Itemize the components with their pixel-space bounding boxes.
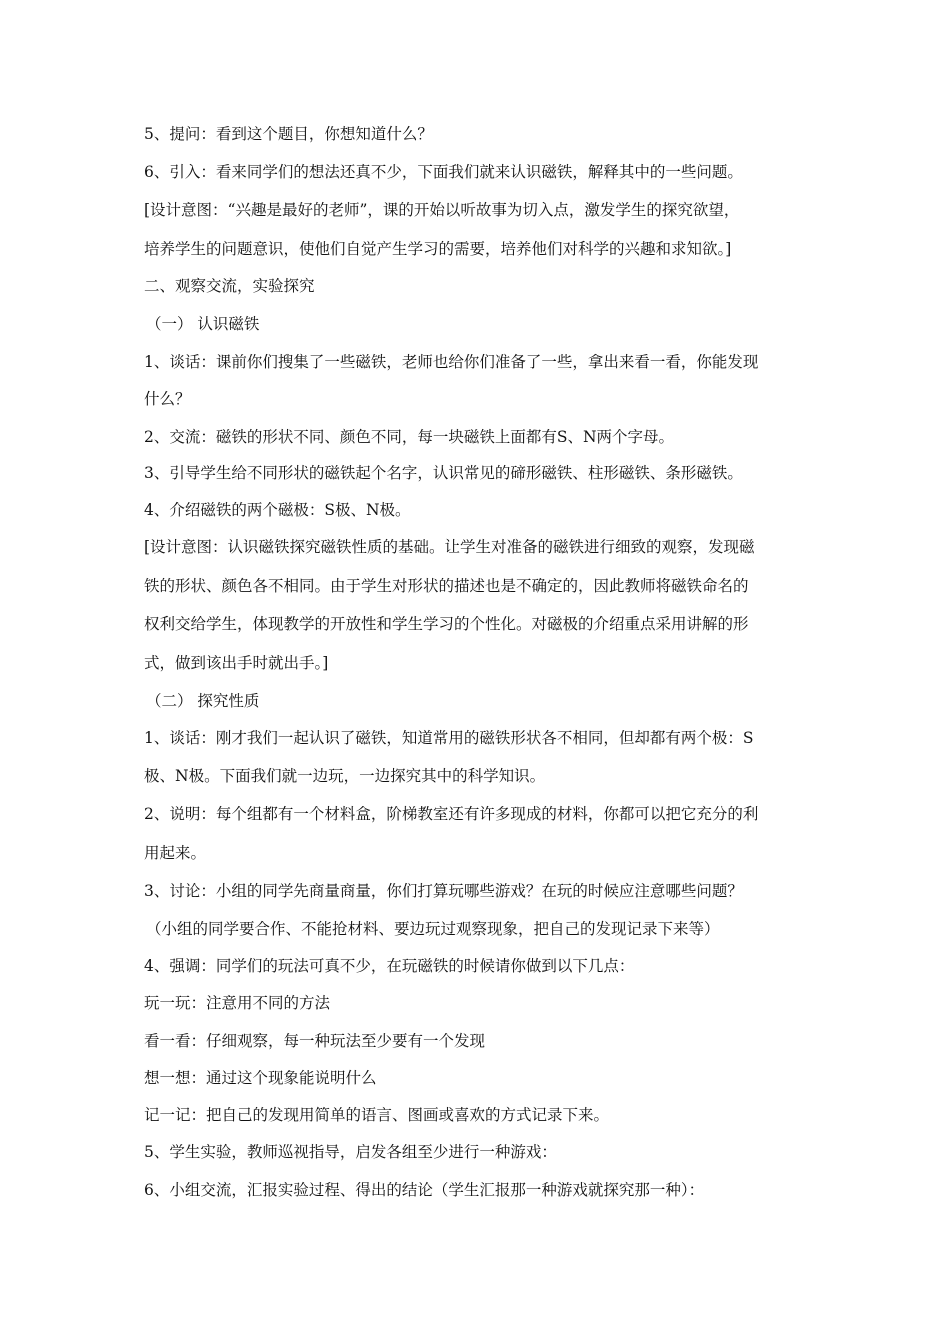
subsection-heading: （二） 探究性质	[146, 692, 260, 710]
text-line: 2、交流：磁铁的形状不同、颜色不同，每一块磁铁上面都有S、N两个字母。	[144, 428, 675, 446]
text-line: 5、提问：看到这个题目，你想知道什么？	[144, 125, 433, 143]
text-line: （小组的同学要合作、不能抢材料、要边玩过观察现象，把自己的发现记录下来等）	[146, 920, 720, 938]
text-line: 6、小组交流，汇报实验过程、得出的结论（学生汇报那一种游戏就探究那一种）：	[144, 1181, 705, 1199]
text-line: 3、讨论：小组的同学先商量商量，你们打算玩哪些游戏？在玩的时候应注意哪些问题？	[144, 882, 743, 900]
text-line: 看一看：仔细观察，每一种玩法至少要有一个发现	[144, 1032, 486, 1050]
text-line: 极、N极。下面我们就一边玩，一边探究其中的科学知识。	[144, 767, 546, 785]
text-line: 用起来。	[144, 844, 207, 862]
text-line: 3、引导学生给不同形状的磁铁起个名字，认识常见的碲形磁铁、柱形磁铁、条形磁铁。	[144, 464, 743, 482]
text-line: 权利交给学生，体现教学的开放性和学生学习的个性化。对磁极的介绍重点采用讲解的形	[144, 615, 749, 633]
text-line: 铁的形状、颜色各不相同。由于学生对形状的描述也是不确定的，因此教师将磁铁命名的	[144, 577, 749, 595]
text-line: 式，做到该出手时就出手。]	[144, 654, 329, 672]
text-line: 6、引入：看来同学们的想法还真不少，下面我们就来认识磁铁，解释其中的一些问题。	[144, 163, 743, 181]
text-line: 4、介绍磁铁的两个磁极：S极、N极。	[144, 501, 411, 519]
text-line: 5、学生实验，教师巡视指导，启发各组至少进行一种游戏：	[144, 1143, 557, 1161]
text-line: 1、谈话：刚才我们一起认识了磁铁，知道常用的磁铁形状各不相同，但却都有两个极：S	[144, 729, 754, 747]
text-line: [设计意图：认识磁铁探究磁铁性质的基础。让学生对准备的磁铁进行细致的观察，发现磁	[144, 538, 755, 556]
text-line: 4、强调：同学们的玩法可真不少，在玩磁铁的时候请你做到以下几点：	[144, 957, 635, 975]
text-line: 想一想：通过这个现象能说明什么	[144, 1069, 377, 1087]
text-line: 玩一玩：注意用不同的方法	[144, 994, 331, 1012]
text-line: [设计意图：“兴趣是最好的老师”，课的开始以听故事为切入点，激发学生的探究欲望，	[144, 201, 740, 219]
text-line: 培养学生的问题意识，使他们自觉产生学习的需要，培养他们对科学的兴趣和求知欲。]	[144, 240, 732, 258]
text-line: 2、说明：每个组都有一个材料盒，阶梯教室还有许多现成的材料，你都可以把它充分的利	[144, 805, 759, 823]
text-line: 1、谈话：课前你们搜集了一些磁铁，老师也给你们准备了一些，拿出来看一看，你能发现	[144, 353, 759, 371]
subsection-heading: （一） 认识磁铁	[146, 315, 260, 333]
section-heading: 二、观察交流，实验探究	[144, 277, 315, 295]
text-line: 记一记：把自己的发现用简单的语言、图画或喜欢的方式记录下来。	[144, 1106, 610, 1124]
text-line: 什么？	[144, 390, 191, 408]
